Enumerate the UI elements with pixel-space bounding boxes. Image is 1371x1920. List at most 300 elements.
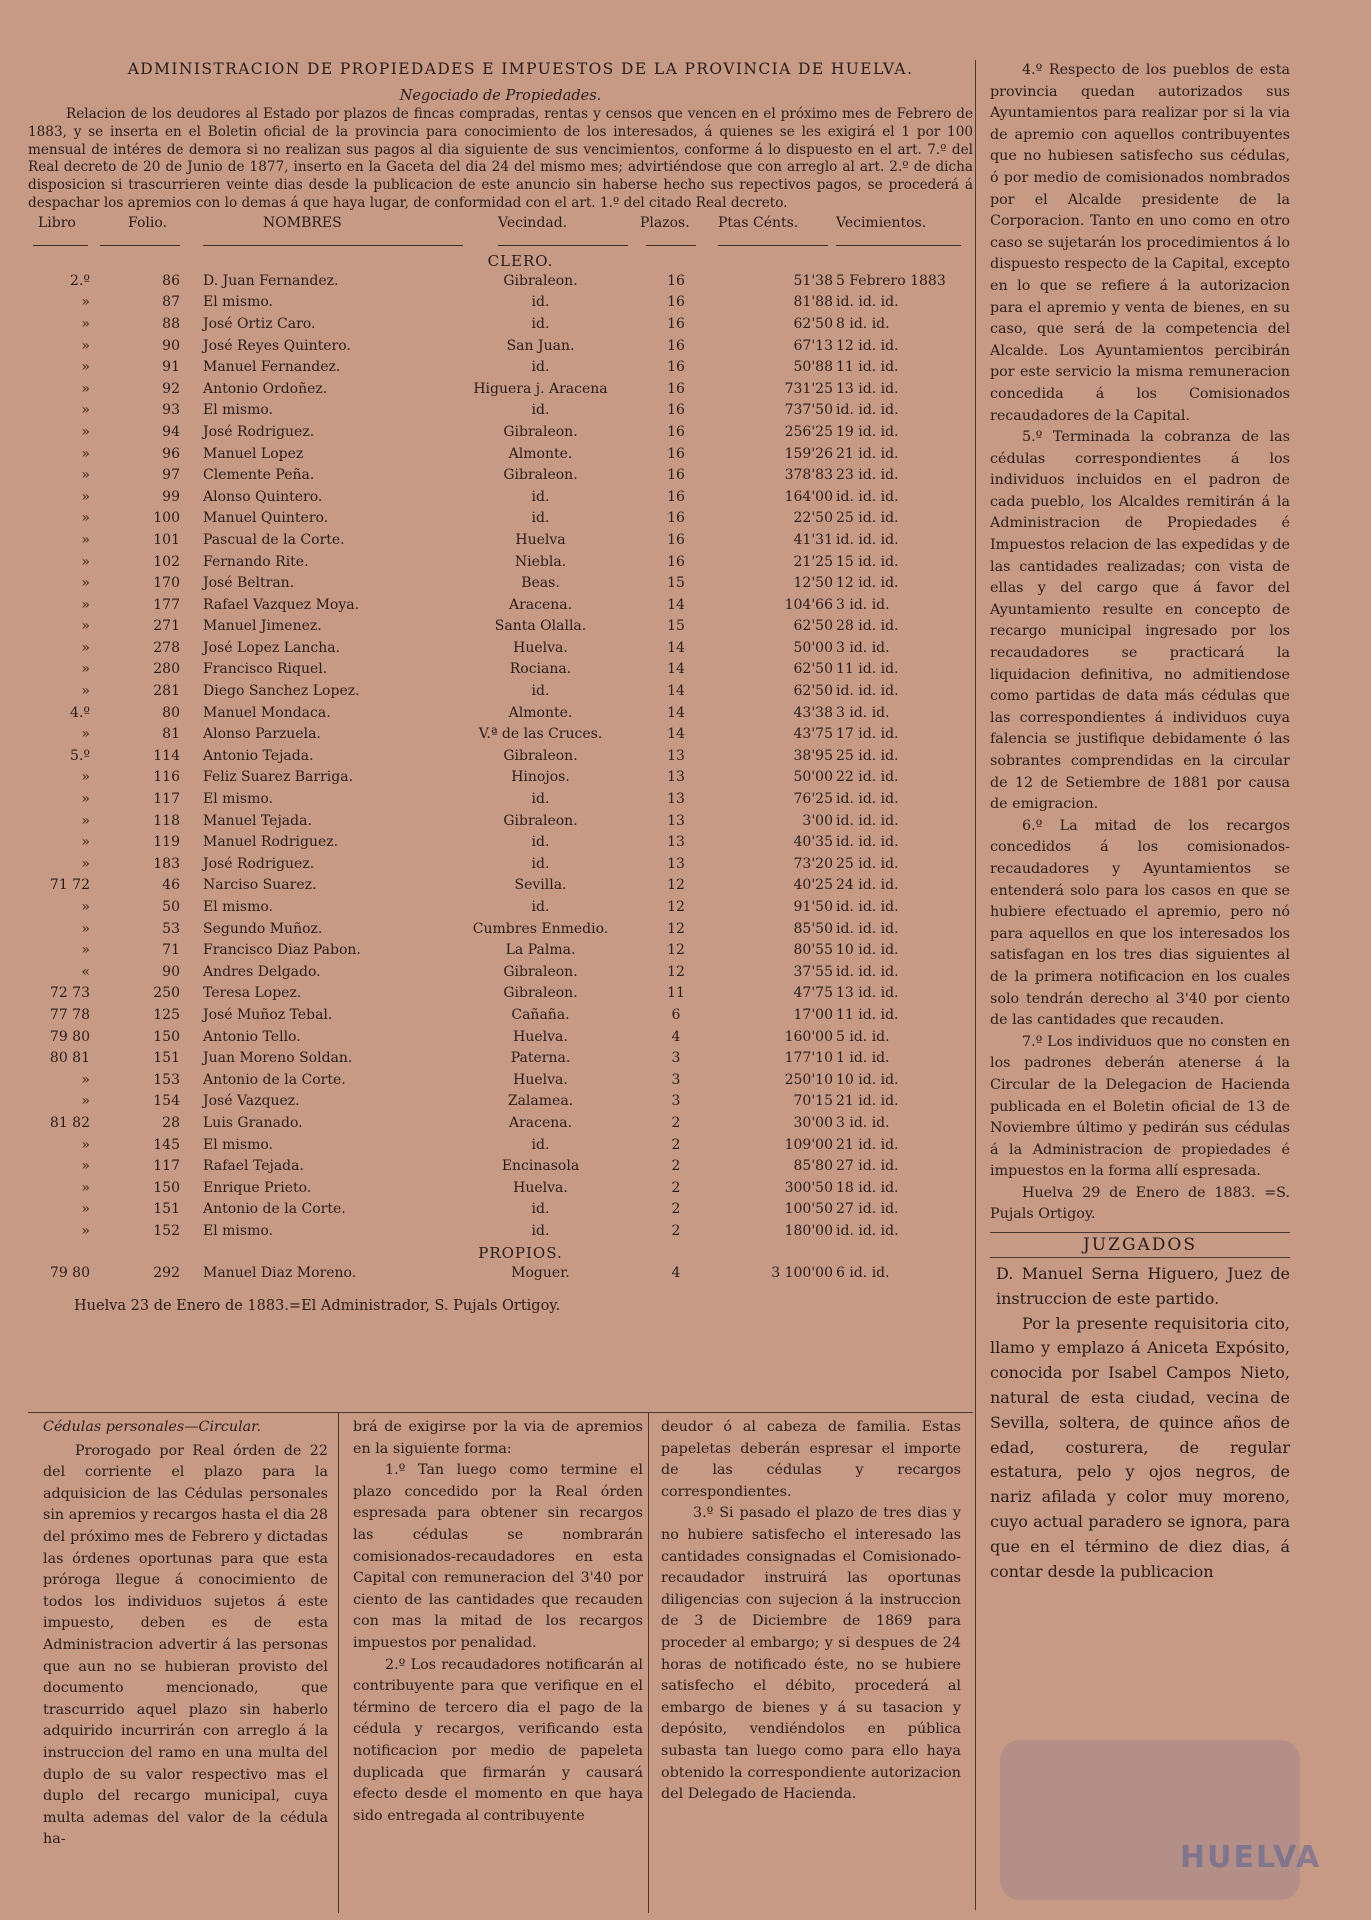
cell-vecindad: id. — [531, 294, 550, 311]
cell-plazo: 16 — [667, 531, 685, 548]
cell-ptas: 256'25 — [784, 423, 833, 440]
cell-folio: 117 — [153, 1158, 180, 1175]
cell-ptas: 164'00 — [784, 488, 833, 505]
cell-folio: 92 — [162, 380, 180, 397]
cell-nombre: Antonio Tello. — [203, 1028, 301, 1045]
cell-nombre: Narciso Suarez. — [203, 877, 317, 894]
table-row — [28, 703, 973, 725]
clero-table — [28, 271, 973, 1243]
cell-libro: » — [81, 791, 90, 808]
cell-folio: 93 — [162, 402, 180, 419]
cell-plazo: 16 — [667, 445, 685, 462]
table-row — [28, 379, 973, 401]
cell-nombre: Fernando Rite. — [203, 553, 309, 570]
cell-folio: 177 — [153, 596, 180, 613]
cell-venc: 11 id. id. — [836, 661, 899, 678]
table-row — [28, 811, 973, 833]
col-plazos: Plazos. — [640, 214, 690, 231]
cell-libro: » — [81, 337, 90, 354]
cell-nombre: Alonso Parzuela. — [203, 726, 321, 743]
main-column — [28, 60, 973, 1314]
circular-text-2a: 1.º Tan luego como termine el plazo concedido por la Real órden espresada para obtener sin recargos las cédulas se nombrarán comisionados-recaudadores en esta Capital con remuneracion del 3'40 por ciento de las cantidades que recauden con mas la mitad de los recargos impuestos por penalidad. — [353, 1462, 643, 1651]
table-row — [28, 1135, 973, 1157]
bottom-divider-2 — [648, 1413, 649, 1913]
cell-plazo: 16 — [667, 467, 685, 484]
cell-ptas: 177'10 — [784, 1050, 833, 1067]
cell-plazo: 16 — [667, 380, 685, 397]
cell-ptas: 159'26 — [784, 445, 833, 462]
cell-folio: 96 — [162, 445, 180, 462]
cell-plazo: 14 — [667, 661, 685, 678]
cell-nombre: Alonso Quintero. — [203, 488, 323, 505]
cell-ptas: 109'00 — [784, 1136, 833, 1153]
cell-nombre: Rafael Vazquez Moya. — [203, 596, 360, 613]
cell-vecindad: La Palma. — [505, 942, 576, 959]
cell-ptas: 180'00 — [784, 1222, 833, 1239]
cell-ptas: 62'50 — [793, 618, 833, 635]
table-row — [28, 465, 973, 487]
bottom-col-1 — [43, 1417, 328, 1851]
right-paragraph: 6.º La mitad de los recargos concedidos á los comisionados-recaudadores y Ayuntamientos se entenderá solo para los casos en que se hubiere efectuado el apremio, pero nó para aquellos en que los interesados los satisfagan en los tres dias siguientes al de la primera notificacion en los cuales solo tendrán derecho al 3'40 por ciento de las cantidades que recauden. — [990, 817, 1290, 1029]
cell-folio: 91 — [162, 359, 180, 376]
cell-ptas: 104'66 — [784, 596, 833, 613]
table-row — [28, 1048, 973, 1070]
table-row — [28, 487, 973, 509]
cell-folio: 152 — [153, 1222, 180, 1239]
table-row — [28, 659, 973, 681]
cell-nombre: Diego Sanchez Lopez. — [203, 683, 360, 700]
cell-venc: 6 id. id. — [836, 1264, 890, 1281]
cell-libro: » — [81, 942, 90, 959]
circular-text-3: deudor ó al cabeza de familia. Estas papeletas deberán espresar el importe de las cédulas y recargos correspondientes. — [661, 1419, 961, 1500]
cell-nombre: Antonio Tejada. — [203, 747, 314, 764]
bottom-col-2 — [353, 1417, 643, 1827]
cell-libro: 80 81 — [49, 1050, 90, 1067]
cell-folio: 81 — [162, 726, 180, 743]
cell-vecindad: Almonte. — [508, 704, 573, 721]
table-row — [28, 314, 973, 336]
cell-nombre: Clemente Peña. — [203, 467, 315, 484]
cell-plazo: 16 — [667, 337, 685, 354]
cell-folio: 271 — [153, 618, 180, 635]
cell-folio: 292 — [153, 1264, 180, 1281]
cell-vecindad: Sevilla. — [514, 877, 567, 894]
cell-venc: id. id. id. — [836, 683, 899, 700]
cell-plazo: 4 — [671, 1264, 681, 1281]
cell-libro: 77 78 — [49, 1006, 90, 1023]
table-row — [28, 1263, 973, 1285]
cell-ptas: 37'55 — [793, 963, 833, 980]
cell-libro: » — [81, 618, 90, 635]
cell-plazo: 14 — [667, 596, 685, 613]
cell-plazo: 13 — [667, 791, 685, 808]
cell-ptas: 3'00 — [802, 812, 833, 829]
circular-text-2b: 2.º Los recaudadores notificarán al contribuyente para que verifique en el término de tercero dia el pago de la cédula y recargos, verificando esta notificacion por medio de papeleta duplicada que firmarán y causará efecto desde el momento en que haya sido entregada al contribuyente — [353, 1656, 643, 1824]
table-row — [28, 1027, 973, 1049]
table-row — [28, 508, 973, 530]
cell-vecindad: Gibraleon. — [503, 467, 578, 484]
table-row — [28, 897, 973, 919]
cell-plazo: 14 — [667, 726, 685, 743]
cell-venc: 25 id. id. — [836, 747, 899, 764]
cell-ptas: 100'50 — [784, 1201, 833, 1218]
cell-libro: » — [81, 488, 90, 505]
cell-nombre: Manuel Rodriguez. — [203, 834, 339, 851]
cell-vecindad: Higuera j. Aracena — [473, 380, 608, 397]
cell-nombre: El mismo. — [203, 1136, 273, 1153]
cell-ptas: 30'00 — [793, 1114, 833, 1131]
cell-ptas: 38'95 — [793, 747, 833, 764]
cell-ptas: 80'55 — [793, 942, 833, 959]
cell-libro: » — [81, 445, 90, 462]
cell-venc: 3 id. id. — [836, 704, 890, 721]
cell-venc: 15 id. id. — [836, 553, 899, 570]
cell-vecindad: Gibraleon. — [503, 963, 578, 980]
table-row — [28, 530, 973, 552]
cell-vecindad: Huelva. — [513, 1071, 568, 1088]
table-row — [28, 1005, 973, 1027]
juzgados-heading: JUZGADOS — [990, 1232, 1290, 1258]
cell-plazo: 12 — [667, 877, 685, 894]
cell-vecindad: id. — [531, 1136, 550, 1153]
circular-text-2: brá de exigirse por la via de apremios en la siguiente forma: — [353, 1419, 643, 1457]
cell-nombre: José Beltran. — [203, 575, 295, 592]
bottom-col-3 — [661, 1417, 961, 1806]
cell-folio: 28 — [162, 1114, 180, 1131]
cell-libro: 71 72 — [49, 877, 90, 894]
cell-libro: 79 80 — [49, 1264, 90, 1281]
cell-venc: 3 id. id. — [836, 596, 890, 613]
cell-vecindad: id. — [531, 359, 550, 376]
cell-nombre: José Vazquez. — [203, 1093, 300, 1110]
cell-ptas: 62'50 — [793, 661, 833, 678]
col-venc: Vecimientos. — [836, 214, 927, 231]
cell-venc: 17 id. id. — [836, 726, 899, 743]
cell-nombre: Enrique Prieto. — [203, 1179, 312, 1196]
cell-venc: 21 id. id. — [836, 1136, 899, 1153]
cell-ptas: 12'50 — [793, 575, 833, 592]
cell-nombre: Segundo Muñoz. — [203, 920, 323, 937]
cell-venc: id. id. id. — [836, 963, 899, 980]
cell-plazo: 13 — [667, 855, 685, 872]
cell-vecindad: id. — [531, 1222, 550, 1239]
cell-plazo: 6 — [671, 1006, 681, 1023]
cell-libro: » — [81, 899, 90, 915]
cell-vecindad: id. — [531, 488, 550, 505]
cell-folio: 94 — [162, 423, 180, 440]
cell-nombre: José Lopez Lancha. — [203, 639, 341, 656]
cell-venc: id. id. id. — [836, 834, 899, 851]
cell-plazo: 2 — [671, 1136, 681, 1153]
cell-vecindad: Cumbres Enmedio. — [472, 920, 609, 937]
cell-nombre: Andres Delgado. — [203, 963, 321, 980]
cell-plazo: 2 — [671, 1179, 681, 1196]
table-row — [28, 1221, 973, 1243]
cell-venc: 5 id. id. — [836, 1028, 890, 1045]
cell-libro: » — [81, 1201, 90, 1218]
cell-venc: 1 id. id. — [836, 1050, 890, 1067]
cell-libro: » — [81, 1071, 90, 1088]
cell-plazo: 2 — [671, 1114, 681, 1131]
right-paragraph: 7.º Los individuos que no consten en los padrones deberán atenerse á la Circular de la Delegacion de Hacienda publicada en el Boletin oficial de 13 de Noviembre último y pedirán sus cédulas á la Administracion de propiedades é impuestos en la forma allí espresada. — [990, 1033, 1290, 1180]
cell-nombre: Manuel Mondaca. — [203, 704, 331, 721]
cell-folio: 116 — [153, 769, 180, 786]
cell-nombre: José Rodriguez. — [203, 855, 315, 872]
page-title: ADMINISTRACION DE PROPIEDADES E IMPUESTOS DE LA PROVINCIA DE HUELVA. — [127, 60, 914, 78]
table-row — [28, 1113, 973, 1135]
cell-vecindad: Rociana. — [509, 661, 572, 678]
cell-plazo: 15 — [667, 575, 685, 592]
cell-nombre: El mismo. — [203, 294, 273, 311]
circular-text-3a: 3.º Si pasado el plazo de tres dias y no hubiere satisfecho el interesado las cantidades consignadas el Comisionado-recaudador instruirá las oportunas diligencias con sujecion á la instruccion de 3 de Diciembre de 1869 para proceder al embargo; y si despues de 24 horas de notificado éste, no se hubiere satisfecho el débito, procederá al embargo de bienes y á su tasacion y depósito, vendiéndolos en pública subasta tan luego como para ello haya obtenido la correspondiente autorizacion del Delegado de Hacienda. — [661, 1505, 961, 1803]
cell-libro: » — [81, 575, 90, 592]
cell-nombre: Francisco Riquel. — [203, 661, 328, 678]
cell-folio: 50 — [162, 899, 180, 915]
cell-nombre: Francisco Diaz Pabon. — [203, 942, 361, 959]
circular-heading: Cédulas personales—Circular. — [43, 1419, 261, 1435]
cell-folio: 114 — [153, 747, 180, 764]
cell-ptas: 62'50 — [793, 315, 833, 332]
col-ptas: Ptas Cénts. — [718, 214, 799, 231]
cell-ptas: 81'88 — [793, 294, 833, 311]
table-row — [28, 962, 973, 984]
cell-plazo: 4 — [671, 1028, 681, 1045]
cell-libro: » — [81, 683, 90, 700]
cell-vecindad: V.ª de las Cruces. — [478, 726, 603, 743]
cell-venc: 23 id. id. — [836, 467, 899, 484]
cell-plazo: 16 — [667, 294, 685, 311]
cell-ptas: 85'50 — [793, 920, 833, 937]
cell-venc: 10 id. id. — [836, 942, 899, 959]
cell-vecindad: id. — [531, 834, 550, 851]
cell-nombre: Antonio Ordoñez. — [203, 380, 328, 397]
cell-plazo: 16 — [667, 402, 685, 419]
cell-nombre: José Reyes Quintero. — [203, 337, 351, 354]
cell-venc: 18 id. id. — [836, 1179, 899, 1196]
table-row — [28, 832, 973, 854]
cell-ptas: 50'00 — [793, 639, 833, 656]
cell-vecindad: Encinasola — [501, 1158, 580, 1175]
cell-libro: » — [81, 423, 90, 440]
cell-venc: 25 id. id. — [836, 855, 899, 872]
cell-libro: » — [81, 812, 90, 829]
cell-plazo: 3 — [671, 1093, 681, 1110]
bottom-section — [28, 1412, 973, 1913]
table-row — [28, 422, 973, 444]
cell-plazo: 16 — [667, 488, 685, 505]
cell-plazo: 15 — [667, 618, 685, 635]
cell-nombre: D. Juan Fernandez. — [203, 272, 339, 289]
table-row — [28, 1070, 973, 1092]
cell-venc: 28 id. id. — [836, 618, 899, 635]
cell-folio: 281 — [153, 683, 180, 700]
cell-vecindad: Paterna. — [510, 1050, 571, 1067]
cell-vecindad: Niebla. — [514, 553, 567, 570]
table-row — [28, 638, 973, 660]
cell-libro: » — [81, 726, 90, 743]
cell-nombre: Manuel Fernandez. — [203, 359, 341, 376]
cell-plazo: 13 — [667, 834, 685, 851]
section-propios: PROPIOS. — [478, 1243, 563, 1262]
table-footer: Huelva 23 de Enero de 1883.=El Administrador, S. Pujals Ortigoy. — [74, 1298, 561, 1315]
cell-libro: » — [81, 596, 90, 613]
table-row — [28, 552, 973, 574]
cell-libro: » — [81, 467, 90, 484]
cell-folio: 86 — [162, 272, 180, 289]
cell-nombre: Rafael Tejada. — [203, 1158, 304, 1175]
cell-venc: id. id. id. — [836, 294, 899, 311]
cell-nombre: El mismo. — [203, 402, 273, 419]
cell-vecindad: Huelva — [515, 531, 566, 548]
cell-folio: 250 — [153, 985, 180, 1002]
cell-nombre: José Rodriguez. — [203, 423, 315, 440]
cell-nombre: Manuel Diaz Moreno. — [203, 1264, 357, 1281]
propios-table — [28, 1263, 973, 1285]
cell-libro: » — [81, 920, 90, 937]
stamp-text: HUELVA — [1180, 1840, 1322, 1875]
cell-plazo: 11 — [667, 985, 685, 1002]
cell-nombre: Manuel Lopez — [203, 445, 304, 462]
cell-folio: 151 — [153, 1050, 180, 1067]
cell-vecindad: Beas. — [521, 575, 560, 592]
cell-vecindad: id. — [531, 402, 550, 419]
cell-ptas: 50'88 — [793, 359, 833, 376]
cell-plazo: 14 — [667, 683, 685, 700]
cell-libro: » — [81, 1158, 90, 1175]
library-stamp — [1000, 1740, 1300, 1900]
table-header — [28, 215, 973, 235]
cell-folio: 87 — [162, 294, 180, 311]
cell-plazo: 2 — [671, 1222, 681, 1239]
table-row — [28, 746, 973, 768]
right-paragraph: 4.º Respecto de los pueblos de esta provincia quedan autorizados sus Ayuntamientos para realizar por si la via de apremio con aquellos contribuyentes que no hubiesen satisfecho sus cédulas, ó por medio de comisionados nombrados por el Alcalde presidente de la Corporacion. Tanto en uno como en otro caso se sujetarán los procedimientos á lo dispuesto respecto de la Capital, excepto en lo que se refiere á la autorizacion para el apremio y venta de bienes, en su caso, que será de la competencia del Alcalde. Los Ayuntamientos percibirán por este servicio la misma remuneracion concedida á los Comisionados recaudadores de la Capital. — [990, 62, 1290, 424]
cell-ptas: 85'80 — [793, 1158, 833, 1175]
table-row — [28, 336, 973, 358]
table-row — [28, 616, 973, 638]
cell-nombre: Manuel Quintero. — [203, 510, 329, 527]
cell-folio: 278 — [153, 639, 180, 656]
table-row — [28, 919, 973, 941]
table-row — [28, 724, 973, 746]
cell-nombre: José Muñoz Tebal. — [203, 1006, 333, 1023]
cell-vecindad: Huelva. — [513, 639, 568, 656]
cell-venc: 10 id. id. — [836, 1071, 899, 1088]
cell-plazo: 14 — [667, 704, 685, 721]
cell-folio: 280 — [153, 661, 180, 678]
table-row — [28, 292, 973, 314]
cell-venc: 22 id. id. — [836, 769, 899, 786]
cell-venc: 21 id. id. — [836, 1093, 899, 1110]
cell-libro: » — [81, 639, 90, 656]
cell-nombre: El mismo. — [203, 899, 273, 915]
cell-nombre: Manuel Jimenez. — [203, 618, 322, 635]
cell-folio: 102 — [153, 553, 180, 570]
cell-ptas: 62'50 — [793, 683, 833, 700]
cell-venc: 13 id. id. — [836, 380, 899, 397]
cell-venc: 27 id. id. — [836, 1201, 899, 1218]
cell-plazo: 13 — [667, 747, 685, 764]
cell-plazo: 12 — [667, 899, 685, 915]
cell-folio: 125 — [153, 1006, 180, 1023]
cell-venc: 12 id. id. — [836, 337, 899, 354]
cell-folio: 88 — [162, 315, 180, 332]
table-row — [28, 357, 973, 379]
cell-ptas: 67'13 — [793, 337, 833, 354]
cell-vecindad: id. — [531, 1201, 550, 1218]
cell-folio: 154 — [153, 1093, 180, 1110]
juzgados-block — [990, 1262, 1290, 1584]
cell-nombre: Feliz Suarez Barriga. — [203, 769, 354, 786]
cell-libro: 4.º — [70, 704, 90, 721]
cell-plazo: 2 — [671, 1158, 681, 1175]
cell-libro: » — [81, 510, 90, 527]
cell-venc: id. id. id. — [836, 920, 899, 937]
table-row — [28, 1178, 973, 1200]
cell-ptas: 3 100'00 — [771, 1264, 833, 1281]
cell-folio: 80 — [162, 704, 180, 721]
cell-folio: 99 — [162, 488, 180, 505]
cell-nombre: Antonio de la Corte. — [203, 1201, 346, 1218]
cell-vecindad: Huelva. — [513, 1179, 568, 1196]
cell-libro: » — [81, 1179, 90, 1196]
cell-plazo: 16 — [667, 272, 685, 289]
cell-plazo: 12 — [667, 963, 685, 980]
header-rules — [28, 235, 973, 251]
cell-libro: 79 80 — [49, 1028, 90, 1045]
cell-venc: id. id. id. — [836, 402, 899, 419]
cell-nombre: Luis Granado. — [203, 1114, 303, 1131]
cell-ptas: 17'00 — [793, 1006, 833, 1023]
cell-ptas: 91'50 — [793, 899, 833, 915]
cell-libro: » — [81, 531, 90, 548]
cell-nombre: Pascual de la Corte. — [203, 531, 345, 548]
col-vecindad: Vecindad. — [498, 214, 568, 231]
cell-ptas: 21'25 — [793, 553, 833, 570]
cell-vecindad: Cañaña. — [511, 1006, 570, 1023]
table-row — [28, 983, 973, 1005]
cell-libro: » — [81, 1093, 90, 1110]
right-paragraph: Huelva 29 de Enero de 1883. =S. Pujals Ortigoy. — [990, 1184, 1290, 1223]
cell-ptas: 250'10 — [784, 1071, 833, 1088]
cell-plazo: 16 — [667, 315, 685, 332]
cell-vecindad: Almonte. — [508, 445, 573, 462]
cell-nombre: Manuel Tejada. — [203, 812, 312, 829]
cell-plazo: 3 — [671, 1050, 681, 1067]
cell-venc: id. id. id. — [836, 812, 899, 829]
cell-libro: » — [81, 380, 90, 397]
cell-ptas: 160'00 — [784, 1028, 833, 1045]
cell-plazo: 14 — [667, 639, 685, 656]
table-row — [28, 681, 973, 703]
cell-folio: 119 — [153, 834, 180, 851]
cell-nombre: José Ortiz Caro. — [203, 315, 316, 332]
cell-venc: id. id. id. — [836, 531, 899, 548]
cell-plazo: 12 — [667, 920, 685, 937]
cell-nombre: Teresa Lopez. — [203, 985, 302, 1002]
cell-vecindad: Aracena. — [508, 1114, 573, 1131]
cell-libro: » — [81, 1222, 90, 1239]
table-row — [28, 940, 973, 962]
cell-vecindad: Gibraleon. — [503, 985, 578, 1002]
cell-plazo: 16 — [667, 359, 685, 376]
cell-folio: 145 — [153, 1136, 180, 1153]
table-row — [28, 271, 973, 293]
table-row — [28, 573, 973, 595]
cell-plazo: 13 — [667, 812, 685, 829]
right-paragraphs — [990, 60, 1290, 1226]
cell-libro: 81 82 — [49, 1114, 90, 1131]
cell-ptas: 41'31 — [793, 531, 833, 548]
